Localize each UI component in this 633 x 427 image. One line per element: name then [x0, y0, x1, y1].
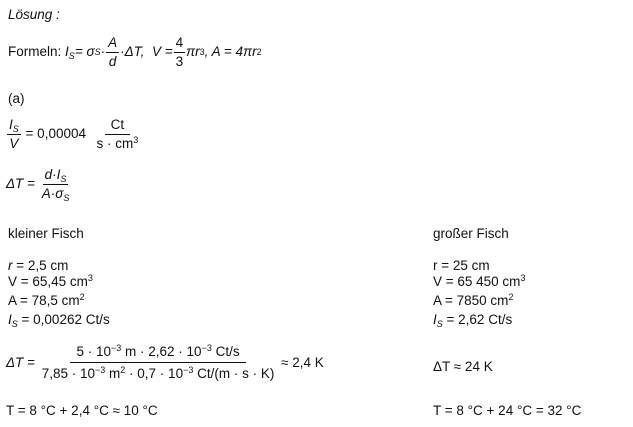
- formula-delta-t: ·ΔT,: [120, 44, 145, 60]
- formulas-label: Formeln:: [8, 44, 62, 60]
- formula-dot: ·: [100, 44, 106, 60]
- small-dt-result: ≈ 2,4 K: [281, 354, 324, 370]
- formula-sigma: = σ: [74, 44, 95, 60]
- formula-fraction-4-3: $\frac{4}{3}$: [175, 35, 184, 69]
- ratio-value: = 0,00004: [25, 126, 86, 142]
- delta-t-formula: [6, 167, 72, 203]
- delta-t-fraction: $\frac{d\cdot I_S}{A\cdot\sigma_S}$: [41, 167, 70, 203]
- small-fish-t: T = 8 °C + 2,4 °C ≈ 10 °C: [6, 403, 158, 418]
- big-fish-delta-t: ΔT ≈ 24 K: [433, 359, 493, 374]
- big-fish-r: r = 25 cm: [433, 258, 490, 273]
- big-fish-v: V = 65 450 $cm^3$: [433, 273, 526, 289]
- big-fish-title: großer Fisch: [433, 226, 509, 241]
- small-fish-r-text: = 2,5 cm: [12, 258, 69, 273]
- formulas-line: Formeln: $I_S$ = σ S · $\frac{A}{d}$ ·ΔT, V = $\frac{4}{3}$ πr 3 , A = 4πr 2: [8, 35, 262, 69]
- ratio-fraction: $\frac{I_S}{V}$: [9, 117, 19, 151]
- small-dt-lhs: ΔT =: [6, 354, 35, 370]
- heading: Lösung :: [8, 7, 60, 22]
- part-a-label: (a): [8, 91, 25, 106]
- formula-v-rhs: πr: [186, 44, 200, 60]
- formula-a: , A = 4πr: [204, 44, 257, 60]
- ratio-unit: $\frac{Ct}{s \cdot cm^3}$: [96, 117, 139, 151]
- formula-v: V =: [151, 44, 173, 60]
- big-fish-t: T = 8 °C + 24 °C = 32 °C: [433, 403, 582, 418]
- formula-fraction-a-d: $\frac{A}{d}$: [108, 35, 118, 69]
- delta-t-lhs: ΔT =: [6, 176, 35, 192]
- small-fish-delta-t: [6, 345, 324, 380]
- small-fish-a: A = 78,5 $cm^2$: [8, 292, 85, 308]
- small-fish-title: kleiner Fisch: [8, 226, 84, 241]
- ratio-line: [6, 118, 141, 150]
- small-fish-r: r = 2,5 cm: [8, 258, 69, 273]
- big-fish-is: $I_S = 2,62$ Ct/s: [433, 312, 513, 329]
- formula-is: $I_S$: [65, 44, 75, 62]
- small-fish-is: $I_S = 0,00262$ Ct/s: [8, 312, 110, 329]
- small-fish-v: V = 65,45 $cm^3$: [8, 273, 93, 289]
- big-fish-a: A = 7850 $cm^2$: [433, 292, 514, 308]
- small-dt-fraction: $\frac{5 \cdot 10^{-3} m \cdot 2,62 \cdot 10^{-3} Ct/s}{7,85 \cdot 10^{-3} m^2 \cdot 0,7 \cdot 10^{-3} Ct/(m \cdot s \cdot K)}$: [41, 343, 275, 381]
